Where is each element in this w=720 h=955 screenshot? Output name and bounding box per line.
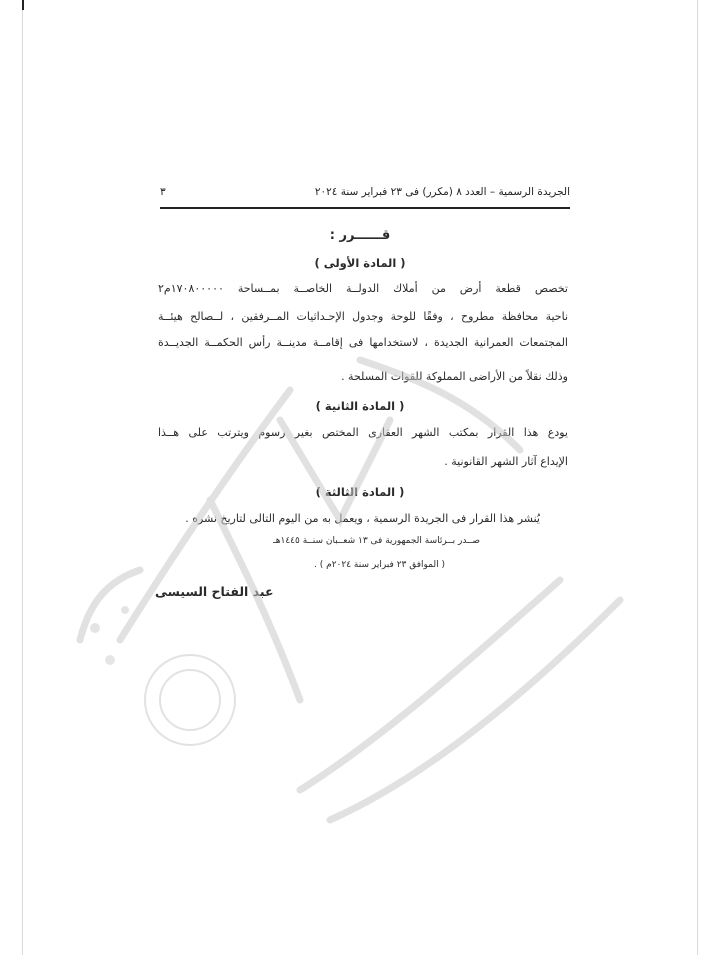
article-2-line: الإيداع آثار الشهر القانونية . [444,455,568,468]
article-1-heading: ( المادة الأولى ) [314,256,406,270]
article-1-line: ناحية محافظة مطروح ، وفقًا للوحة وجدول الإحـداثيات المــرفقين ، لــصالح هيئــة [158,310,568,323]
page-left-border [22,0,23,955]
gazette-page [120,170,600,870]
article-1-line: تخصص قطعة أرض من أملاك الدولــة الخاصــة بمــساحة ١٧٠٨٠٠٠٠٠م٢ [158,282,568,295]
watermark-dot [90,623,100,633]
article-1-line: المجتمعات العمرانية الجديدة ، لاستخدامها فى إقامــة مدينــة رأس الحكمــة الجديــدة [158,336,568,349]
page-header [160,180,570,206]
article-2-line: يودع هذا القرار بمكتب الشهر العقارى المختص بغير رسوم ويترتب على هــذا [158,426,568,439]
issued-date-hijri: صــدر بــرئاسة الجمهورية فى ١٣ شعــبان سنــة ١٤٤٥هـ [273,536,480,546]
article-2-heading: ( المادة الثانية ) [315,399,405,413]
decision-label: قــــــرر : [329,228,391,243]
watermark-dot [105,655,115,665]
signature: عبد الفتاح السيسى [155,584,274,599]
page-number: ٣ [160,186,166,198]
article-3-heading: ( المادة الثالثة ) [315,485,405,499]
issued-date-gregorian: ( الموافق ٢٣ فبراير سنة ٢٠٢٤م ) . [314,560,445,570]
gazette-title: الجريدة الرسمية – العدد ٨ (مكرر) فى ٢٣ فبراير سنة ٢٠٢٤ [314,186,570,198]
page-right-border [697,0,698,955]
article-1-line: وذلك نقلاً من الأراضى المملوكة للقوات المسلحة . [341,370,568,383]
article-3-line: يُنشر هذا القرار فى الجريدة الرسمية ، ويعمل به من اليوم التالى لتاريخ نشره . [185,512,540,525]
header-rule [160,207,570,209]
text-cursor [22,0,24,10]
